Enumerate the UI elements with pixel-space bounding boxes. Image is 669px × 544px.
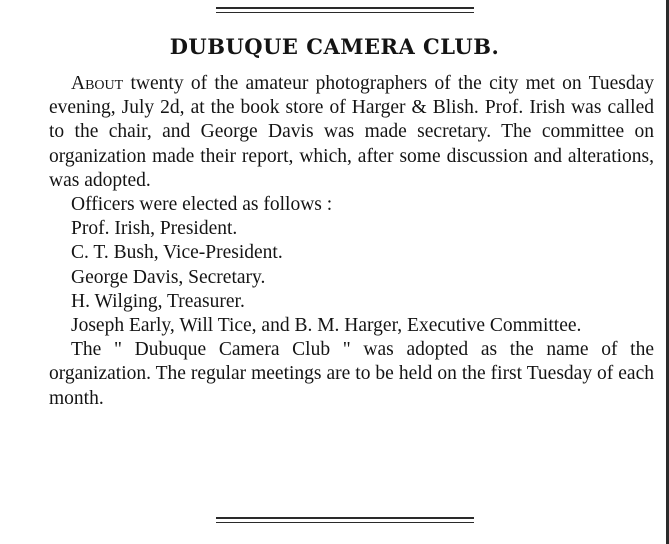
intro-lead-word: About bbox=[71, 73, 124, 94]
top-rule-thin bbox=[216, 12, 474, 13]
officer-treasurer: H. Wilging, Treasurer. bbox=[71, 290, 245, 312]
intro-paragraph bbox=[49, 72, 654, 193]
bottom-rule bbox=[216, 517, 474, 519]
officer-president: Prof. Irish, President. bbox=[71, 218, 238, 240]
top-rule bbox=[216, 7, 474, 9]
intro-text: twenty of the amateur photographers of the city met on Tuesday evening, July 2d, at the book store of Harger & Blish. Prof. Irish was called to the chair, and George Davis was made secretary. The committee on organization made their report, which, after some discussion and alterations, was adopted. bbox=[49, 73, 654, 191]
officer-secretary: George Davis, Secretary. bbox=[71, 266, 266, 288]
article-title: DUBUQUE CAMERA CLUB. bbox=[169, 34, 500, 59]
closing-paragraph: The " Dubuque Camera Club " was adopted as the name of the organization. The regular meetings are to be held on the first Tuesday of each month. bbox=[49, 339, 654, 409]
officer-vice-president: C. T. Bush, Vice-President. bbox=[71, 242, 283, 264]
officers-intro: Officers were elected as follows : bbox=[71, 194, 333, 216]
executive-committee: Joseph Early, Will Tice, and B. M. Harger, Executive Committee. bbox=[71, 315, 582, 337]
bottom-rule-thin bbox=[216, 522, 474, 523]
article-body bbox=[49, 72, 654, 411]
